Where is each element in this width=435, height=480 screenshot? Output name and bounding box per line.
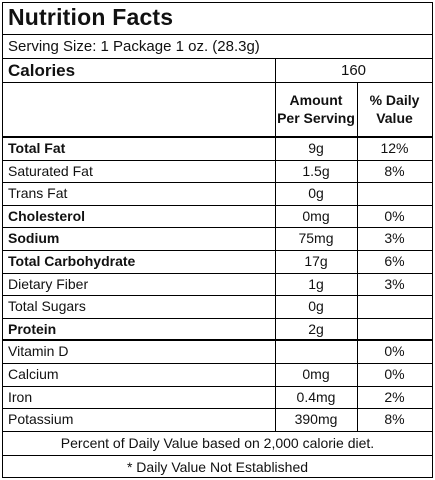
title-row — [3, 3, 432, 35]
nutrient-name: Protein — [8, 320, 57, 337]
vitamin-daily-value: 0% — [384, 343, 405, 360]
amount-header-line2: Per Serving — [277, 110, 355, 126]
nutrient-amount: 75mg — [298, 230, 334, 247]
daily-header-line1: % Daily — [369, 92, 420, 108]
nutrient-name: Total Carbohydrate — [8, 252, 136, 269]
amount-header-line1: Amount — [289, 92, 343, 108]
cell-divider — [357, 319, 358, 340]
nutrient-name: Total Fat — [8, 140, 66, 156]
vitamin-daily-value: 2% — [384, 388, 405, 405]
table-row — [3, 138, 432, 161]
nutrient-name: Trans Fat — [8, 185, 68, 202]
vitamin-daily-value: 0% — [384, 365, 405, 382]
nutrition-label — [2, 2, 433, 478]
cell-divider — [357, 296, 358, 318]
nutrient-amount: 0g — [308, 185, 324, 202]
vitamin-name: Vitamin D — [8, 343, 69, 360]
table-row — [3, 183, 432, 206]
nutrient-name: Total Sugars — [8, 298, 86, 315]
nutrient-amount: 1g — [308, 275, 324, 292]
table-row — [3, 228, 432, 251]
nutrient-daily-value: 6% — [384, 252, 405, 269]
table-row — [3, 387, 432, 410]
table-row — [3, 319, 432, 342]
column-header-row — [3, 83, 432, 138]
nutrient-amount: 1.5g — [302, 162, 330, 179]
table-row — [3, 161, 432, 184]
table-row — [3, 341, 432, 364]
nutrient-daily-value: 12% — [380, 140, 409, 156]
vitamin-daily-value: 8% — [384, 411, 405, 428]
table-row — [3, 296, 432, 319]
nutrient-table — [3, 138, 432, 480]
table-row — [3, 274, 432, 297]
serving-size: Serving Size: 1 Package 1 oz. (28.3g) — [8, 38, 260, 55]
nutrient-amount: 0mg — [302, 207, 330, 224]
nutrient-daily-value: 8% — [384, 162, 405, 179]
cell-divider — [275, 341, 276, 363]
calories-row — [3, 59, 432, 83]
table-row — [3, 251, 432, 274]
not-established-note: * Daily Value Not Established — [126, 458, 309, 475]
table-row — [3, 364, 432, 387]
nutrient-amount: 0g — [308, 298, 324, 315]
vitamin-name: Calcium — [8, 365, 59, 382]
cell-divider — [357, 183, 358, 205]
label-title: Nutrition Facts — [8, 4, 174, 30]
nutrient-name: Sodium — [8, 230, 60, 247]
vitamin-amount: 390mg — [294, 411, 338, 428]
nutrient-amount: 17g — [304, 252, 328, 269]
amount-per-serving-header — [275, 91, 357, 127]
daily-value-note: Percent of Daily Value based on 2,000 calorie diet. — [3, 432, 432, 456]
calories-value: 160 — [340, 62, 367, 79]
daily-value-header — [357, 91, 432, 127]
table-row — [3, 409, 432, 432]
table-row — [3, 206, 432, 229]
nutrient-daily-value: 0% — [384, 207, 405, 224]
calories-label: Calories — [8, 61, 76, 80]
nutrient-amount: 2g — [308, 320, 324, 337]
daily-header-line2: Value — [376, 110, 413, 126]
nutrient-name: Dietary Fiber — [8, 275, 89, 292]
nutrient-name: Cholesterol — [8, 207, 86, 224]
vitamin-name: Iron — [8, 388, 33, 405]
nutrient-name: Saturated Fat — [8, 162, 93, 179]
nutrient-amount: 9g — [308, 140, 324, 156]
vitamin-amount: 0.4mg — [296, 388, 336, 405]
vitamin-amount: 0mg — [302, 365, 330, 382]
nutrient-daily-value: 3% — [384, 230, 405, 247]
vitamin-name: Potassium — [8, 411, 74, 428]
serving-size-row — [3, 35, 432, 59]
nutrient-daily-value: 3% — [384, 275, 405, 292]
